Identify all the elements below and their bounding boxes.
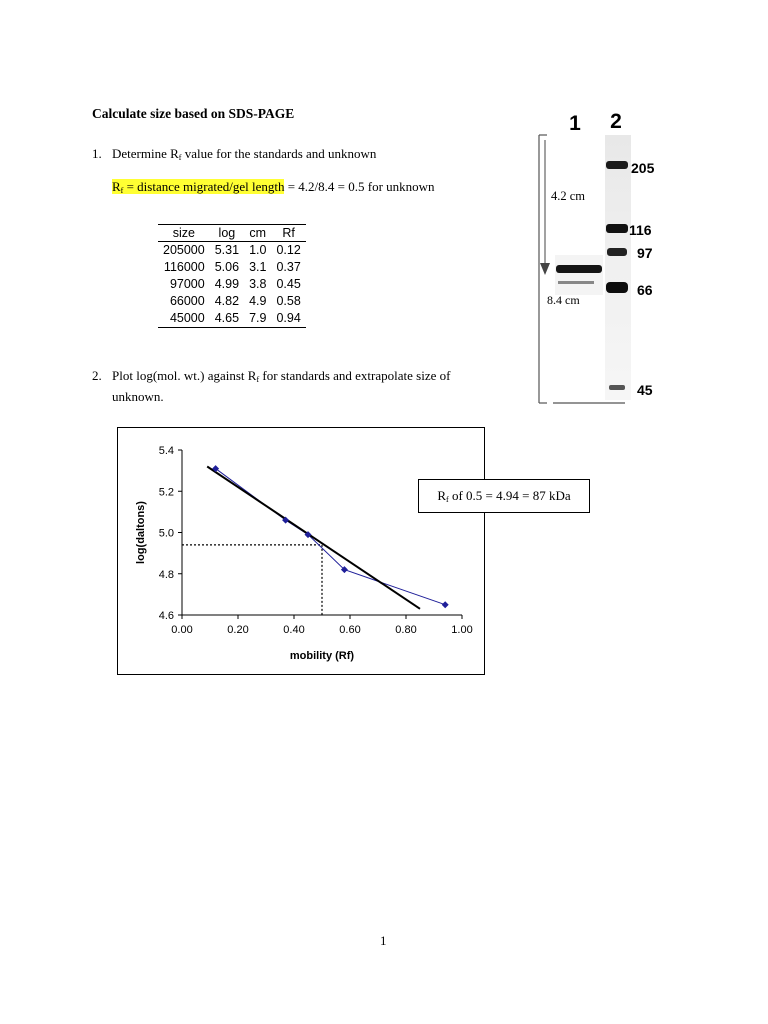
- table-cell: 0.37: [276, 260, 301, 274]
- gel-image: [525, 105, 665, 410]
- step-1-text-a: Determine R: [112, 146, 179, 161]
- formula-sub: f: [120, 186, 124, 195]
- marker-label-45: 45: [637, 382, 653, 398]
- table-row: [158, 276, 306, 293]
- lane-2-background: [605, 135, 631, 400]
- lane-2-band-205: [606, 161, 628, 169]
- table-cell: 0.58: [276, 294, 301, 308]
- x-tick-label: 0.80: [395, 624, 417, 636]
- step-2-text-a: Plot log(mol. wt.) against R: [112, 368, 257, 383]
- x-tick-label: 0.60: [339, 624, 361, 636]
- step-2-number: 2.: [92, 368, 102, 383]
- table-cell: 97000: [169, 277, 205, 291]
- lane-2-band-97: [607, 248, 627, 256]
- table-cell: 116000: [163, 260, 205, 274]
- series-line: [216, 469, 446, 605]
- y-tick-label: 5.2: [158, 486, 174, 499]
- lane-label-2: 2: [610, 110, 622, 133]
- table-cell: 4.99: [214, 277, 240, 291]
- y-tick-label: 5.4: [158, 445, 174, 457]
- table-cell: 0.94: [271, 310, 305, 328]
- marker-label-205: 205: [631, 160, 655, 176]
- lane-1-band: [556, 265, 602, 273]
- step-1-number: 1.: [92, 146, 102, 161]
- table-header: size: [158, 225, 210, 242]
- y-axis-label: log(daltons): [135, 501, 147, 564]
- page-title: Calculate size based on SDS-PAGE: [92, 106, 295, 121]
- table-cell: 3.8: [249, 277, 267, 291]
- y-tick-label: 4.6: [158, 610, 174, 622]
- marker-label-97: 97: [637, 245, 653, 261]
- table-header-row: [158, 225, 306, 242]
- step-1-sub: f: [178, 153, 182, 162]
- distance-label-8-4: 8.4 cm: [547, 293, 580, 307]
- step-1: [92, 145, 376, 166]
- table-cell: 0.45: [276, 277, 301, 291]
- page-number: 1: [380, 933, 387, 948]
- formula-highlight: [112, 179, 284, 194]
- table-row: [158, 310, 306, 328]
- rf-formula: [112, 179, 435, 195]
- table-cell: 66000: [169, 294, 205, 308]
- standards-table: [158, 224, 306, 328]
- table-row: [158, 259, 306, 276]
- step-2: [92, 367, 516, 405]
- result-annotation: [418, 479, 590, 513]
- annotation-r: R: [437, 488, 447, 503]
- formula-rest: = 4.2/8.4 = 0.5 for unknown: [284, 179, 435, 194]
- table-cell: 0.12: [276, 243, 301, 257]
- lane-1-faint-band: [558, 281, 594, 284]
- lane-1-background: [555, 255, 603, 295]
- table-cell: 1.0: [249, 243, 267, 257]
- y-tick-label: 5.0: [158, 527, 174, 540]
- annotation-text: of 0.5 = 4.94 = 87 kDa: [448, 488, 571, 503]
- lane-2-band-116: [606, 224, 628, 233]
- formula-highlighted-text: = distance migrated/gel length: [123, 179, 285, 194]
- step-2-text-c: unknown.: [112, 389, 164, 404]
- standard-curve-chart: [118, 428, 484, 674]
- table-cell: 4.65: [210, 310, 244, 328]
- chart-frame: [117, 427, 485, 675]
- data-point: [442, 601, 449, 608]
- table-cell: 7.9: [244, 310, 271, 328]
- lane-label-1: 1: [569, 112, 581, 135]
- table-cell: 205000: [163, 243, 205, 257]
- x-tick-label: 0.00: [171, 624, 193, 636]
- step-2-text-b: for standards and extrapolate size of: [259, 368, 451, 383]
- marker-label-116: 116: [629, 222, 652, 238]
- table-header: cm: [244, 225, 271, 242]
- lane-2-band-66: [606, 282, 628, 293]
- x-tick-label: 1.00: [451, 624, 473, 636]
- x-tick-label: 0.40: [283, 624, 305, 636]
- distance-label-4-2: 4.2 cm: [551, 189, 586, 203]
- table-cell: 45000: [158, 310, 210, 328]
- table-row: [158, 293, 306, 310]
- trendline: [207, 467, 420, 609]
- x-axis-label: mobility (Rf): [289, 650, 355, 662]
- annotation-sub: f: [446, 495, 449, 504]
- step-1-text-b: value for the standards and unknown: [181, 146, 377, 161]
- arrow-head: [540, 263, 550, 275]
- table-cell: 3.1: [249, 260, 267, 274]
- table-header: log: [210, 225, 244, 242]
- table-cell: 4.9: [249, 294, 267, 308]
- table-cell: 4.82: [214, 294, 240, 308]
- lane-2-band-45: [609, 385, 625, 390]
- x-tick-label: 0.20: [227, 624, 249, 636]
- table-cell: 5.06: [214, 260, 240, 274]
- table-cell: 5.31: [214, 243, 240, 257]
- formula-r: R: [112, 179, 121, 194]
- marker-label-66: 66: [637, 282, 653, 298]
- table-row: [158, 242, 306, 260]
- y-tick-label: 4.8: [158, 568, 174, 581]
- step-2-sub: f: [256, 375, 260, 384]
- table-header: Rf: [271, 225, 305, 242]
